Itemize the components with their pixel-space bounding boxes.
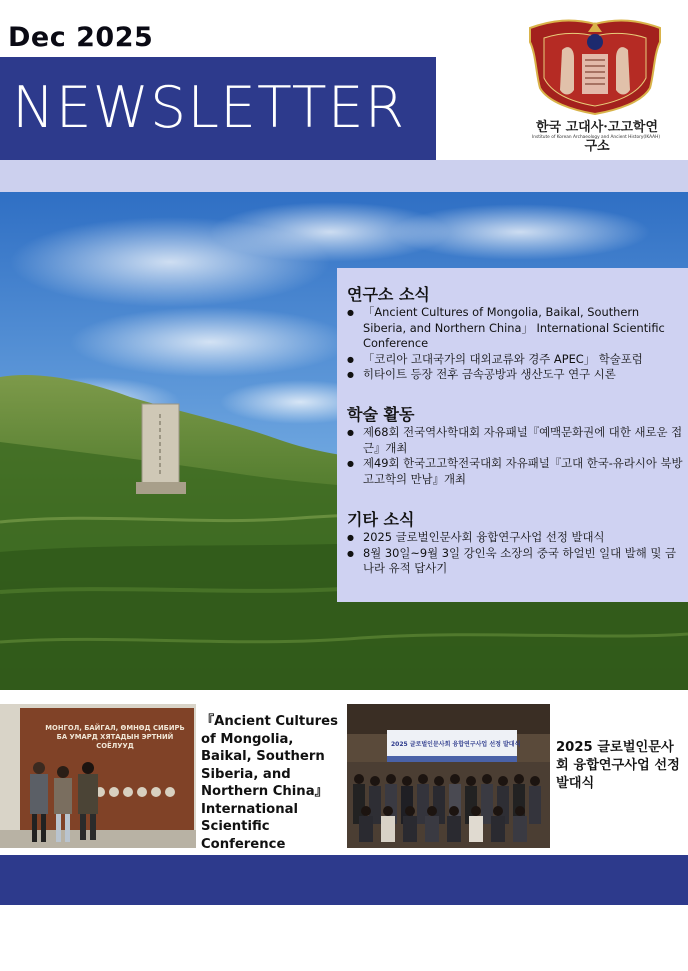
institute-logo bbox=[522, 14, 668, 154]
logo-subtitle: Institute of Korean Archaeology and Ancient History(IKAAH) bbox=[531, 135, 660, 140]
conference-photo bbox=[0, 704, 196, 848]
list-item: ● 제68회 전국역사학대회 자유패널『예맥문화권에 대한 새로운 접근』개최 bbox=[347, 425, 685, 456]
newsletter-title: NEWSLETTER bbox=[12, 75, 406, 141]
stone-stele bbox=[136, 404, 186, 494]
institute-news-list bbox=[347, 305, 685, 383]
banner-mongolian-text: МОНГОЛ, БАЙГАЛ, ӨМНӨД СИБИРЬ БА УМАРД ХЯТАДЫН ЭРТНИЙ СОЁЛУУД bbox=[45, 724, 185, 750]
issue-date: Dec 2025 bbox=[8, 22, 154, 53]
logo-name: 한국 고대사·고고학연구소 bbox=[535, 120, 659, 154]
launch-ceremony-caption: 2025 글로벌인문사회 융합연구사업 선정 발대식 bbox=[556, 740, 680, 791]
list-item: ● 8월 30일~9월 3일 강인욱 소장의 중국 하얼빈 일대 발해 및 금나라 유적 답사기 bbox=[347, 546, 685, 577]
academic-activities-list bbox=[347, 425, 685, 487]
list-item: ● 히타이트 등장 전후 금속공방과 생산도구 연구 시론 bbox=[347, 367, 685, 383]
section-title-institute-news: 연구소 소식 bbox=[347, 285, 430, 304]
list-item: ● 「코리아 고대국가의 대외교류와 경주 APEC」 학술포럼 bbox=[347, 352, 685, 368]
lavender-strip bbox=[0, 160, 688, 192]
conference-caption: 『Ancient Cultures of Mongolia, Baikal, Southern Siberia, and Northern China』 International Scientific Conference bbox=[201, 714, 338, 852]
launch-ceremony-photo bbox=[347, 704, 550, 848]
list-item: ● 제49회 한국고고학전국대회 자유패널『고대 한국-유라시아 북방 고고학의 만남』개최 bbox=[347, 456, 685, 487]
other-news-list bbox=[347, 530, 685, 577]
banner-korean-text: 2025 글로벌인문사회 융합연구사업 선정 발대식 bbox=[391, 741, 521, 748]
footer-band bbox=[0, 855, 688, 905]
section-title-other-news: 기타 소식 bbox=[347, 510, 415, 529]
list-item: ● 「Ancient Cultures of Mongolia, Baikal, Southern Siberia, and Northern China」 International Scientific Conference bbox=[347, 305, 685, 352]
list-item: ● 2025 글로벌인문사회 융합연구사업 선정 발대식 bbox=[347, 530, 685, 546]
section-title-academic-activities: 학술 활동 bbox=[347, 405, 415, 424]
